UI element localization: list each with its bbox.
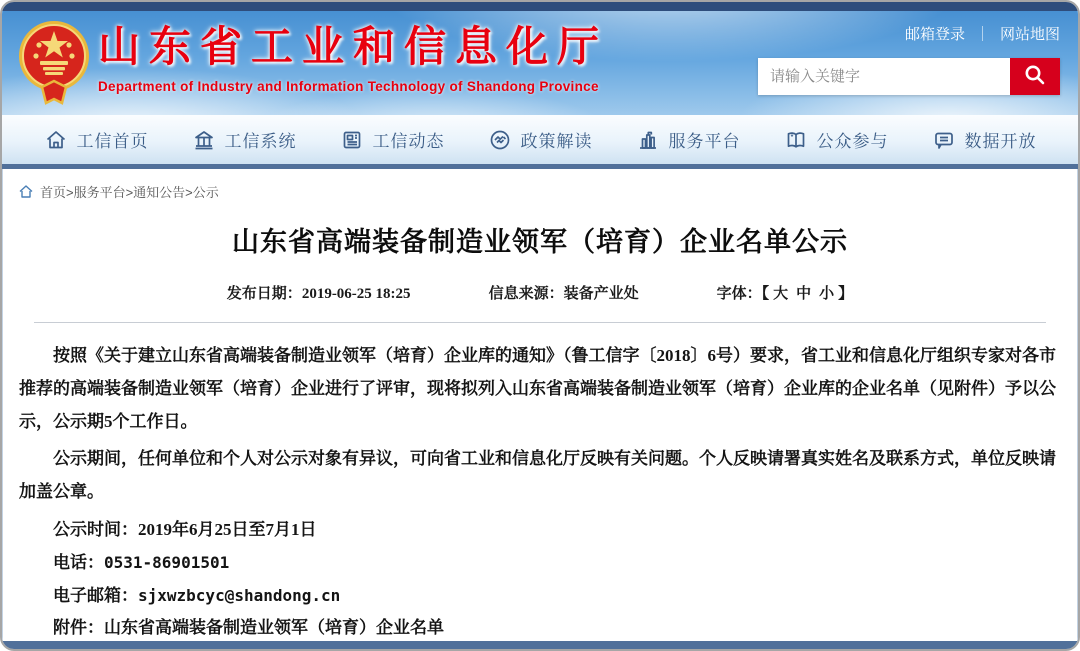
news-icon <box>340 128 364 152</box>
nav-item-label: 工信首页 <box>76 132 149 151</box>
phone-label: 电话： <box>53 552 104 572</box>
home-icon <box>44 128 68 152</box>
publish-date-label: 发布日期： <box>226 286 302 302</box>
nav-item-label: 政策解读 <box>520 132 593 151</box>
publish-date <box>227 282 411 303</box>
email-line <box>19 580 1061 613</box>
nav-item-data[interactable] <box>932 127 1037 152</box>
search-button[interactable] <box>1010 58 1060 95</box>
email-label: 电子邮箱： <box>53 585 138 605</box>
bank-icon <box>192 128 216 152</box>
top-utility-links <box>758 23 1060 44</box>
site-title-block <box>98 25 608 94</box>
attachment-label: 附件： <box>53 618 104 638</box>
publicity-period-label: 公示时间： <box>53 519 138 539</box>
font-size-label: 字体： <box>716 286 762 302</box>
font-size-medium-button[interactable]: 中 <box>796 286 812 302</box>
phone-line <box>19 547 1061 580</box>
nav-item-policy[interactable] <box>488 127 593 152</box>
nav-item-participation[interactable] <box>784 127 889 152</box>
nav-item-label: 工信动态 <box>372 132 445 151</box>
publish-date-value: 2019-06-25 18:25 <box>301 286 411 302</box>
link-separator: ｜ <box>974 26 990 43</box>
main-nav <box>2 115 1078 169</box>
search-icon <box>1023 63 1047 90</box>
nav-item-news[interactable] <box>340 127 445 152</box>
info-source-value: 装备产业处 <box>563 286 639 302</box>
search-input[interactable] <box>758 58 1010 95</box>
article-body <box>19 323 1061 645</box>
info-source-label: 信息来源： <box>488 286 564 302</box>
search-box <box>758 58 1060 95</box>
bracket-open: 【 <box>761 286 770 302</box>
breadcrumb <box>19 169 1061 201</box>
font-size-large-button[interactable]: 大 <box>773 286 789 302</box>
site-title-en: Department of Industry and Information Technology of Shandong Province <box>98 79 599 95</box>
publicity-period-line <box>19 514 1061 547</box>
bottom-navy-bar <box>2 641 1078 649</box>
phone-value: 0531-86901501 <box>104 552 230 572</box>
attachment-link[interactable]: 山东省高端装备制造业领军（培育）企业名单 <box>104 618 444 638</box>
publicity-period-value: 2019年6月25日至7月1日 <box>138 519 317 539</box>
nav-item-label: 公众参与 <box>816 132 889 151</box>
bar-chart-icon <box>636 128 660 152</box>
chat-icon <box>932 128 956 152</box>
mail-login-link[interactable]: 邮箱登录 <box>904 26 965 43</box>
site-banner <box>2 11 1078 115</box>
nav-item-system[interactable] <box>192 127 297 152</box>
open-book-icon <box>784 128 808 152</box>
article-paragraph: 按照《关于建立山东省高端装备制造业领军（培育）企业库的通知》（鲁工信字〔2018〕6号）要求，省工业和信息化厅组织专家对各市推荐的高端装备制造业领军（培育）企业进行了评审，现将拟列入山东省高端装备制造业领军（培育）企业库的企业名单（见附件）予以公示，公示期5个工作日。 <box>19 346 1056 431</box>
bracket-close: 】 <box>838 286 854 302</box>
site-title-cn: 山东省工业和信息化厅 <box>98 25 609 71</box>
article-title: 山东省高端装备制造业领军（培育）企业名单公示 <box>232 227 848 257</box>
nav-item-label: 工信系统 <box>224 132 297 151</box>
font-size-small-button[interactable]: 小 <box>819 286 835 302</box>
sitemap-link[interactable]: 网站地图 <box>999 26 1060 43</box>
nav-item-label: 服务平台 <box>668 132 741 151</box>
handshake-icon <box>488 128 512 152</box>
info-source <box>489 282 639 303</box>
breadcrumb-home-icon <box>19 185 33 198</box>
national-emblem-logo <box>16 19 92 112</box>
email-value: sjxwzbcyc@shandong.cn <box>138 585 341 605</box>
article-meta <box>19 282 1061 303</box>
nav-item-service[interactable] <box>636 127 741 152</box>
article-paragraph: 公示期间，任何单位和个人对公示对象有异议，可向省工业和信息化厅反映有关问题。个人反映请署真实姓名及联系方式，单位反映请加盖公章。 <box>19 449 1056 502</box>
font-size-switcher <box>717 282 854 303</box>
content-area <box>2 169 1078 645</box>
top-navy-bar <box>2 2 1078 11</box>
nav-item-label: 数据开放 <box>964 132 1037 151</box>
nav-item-home[interactable] <box>44 127 149 152</box>
breadcrumb-path[interactable]: 首页>服务平台>通知公告>公示 <box>40 185 219 200</box>
